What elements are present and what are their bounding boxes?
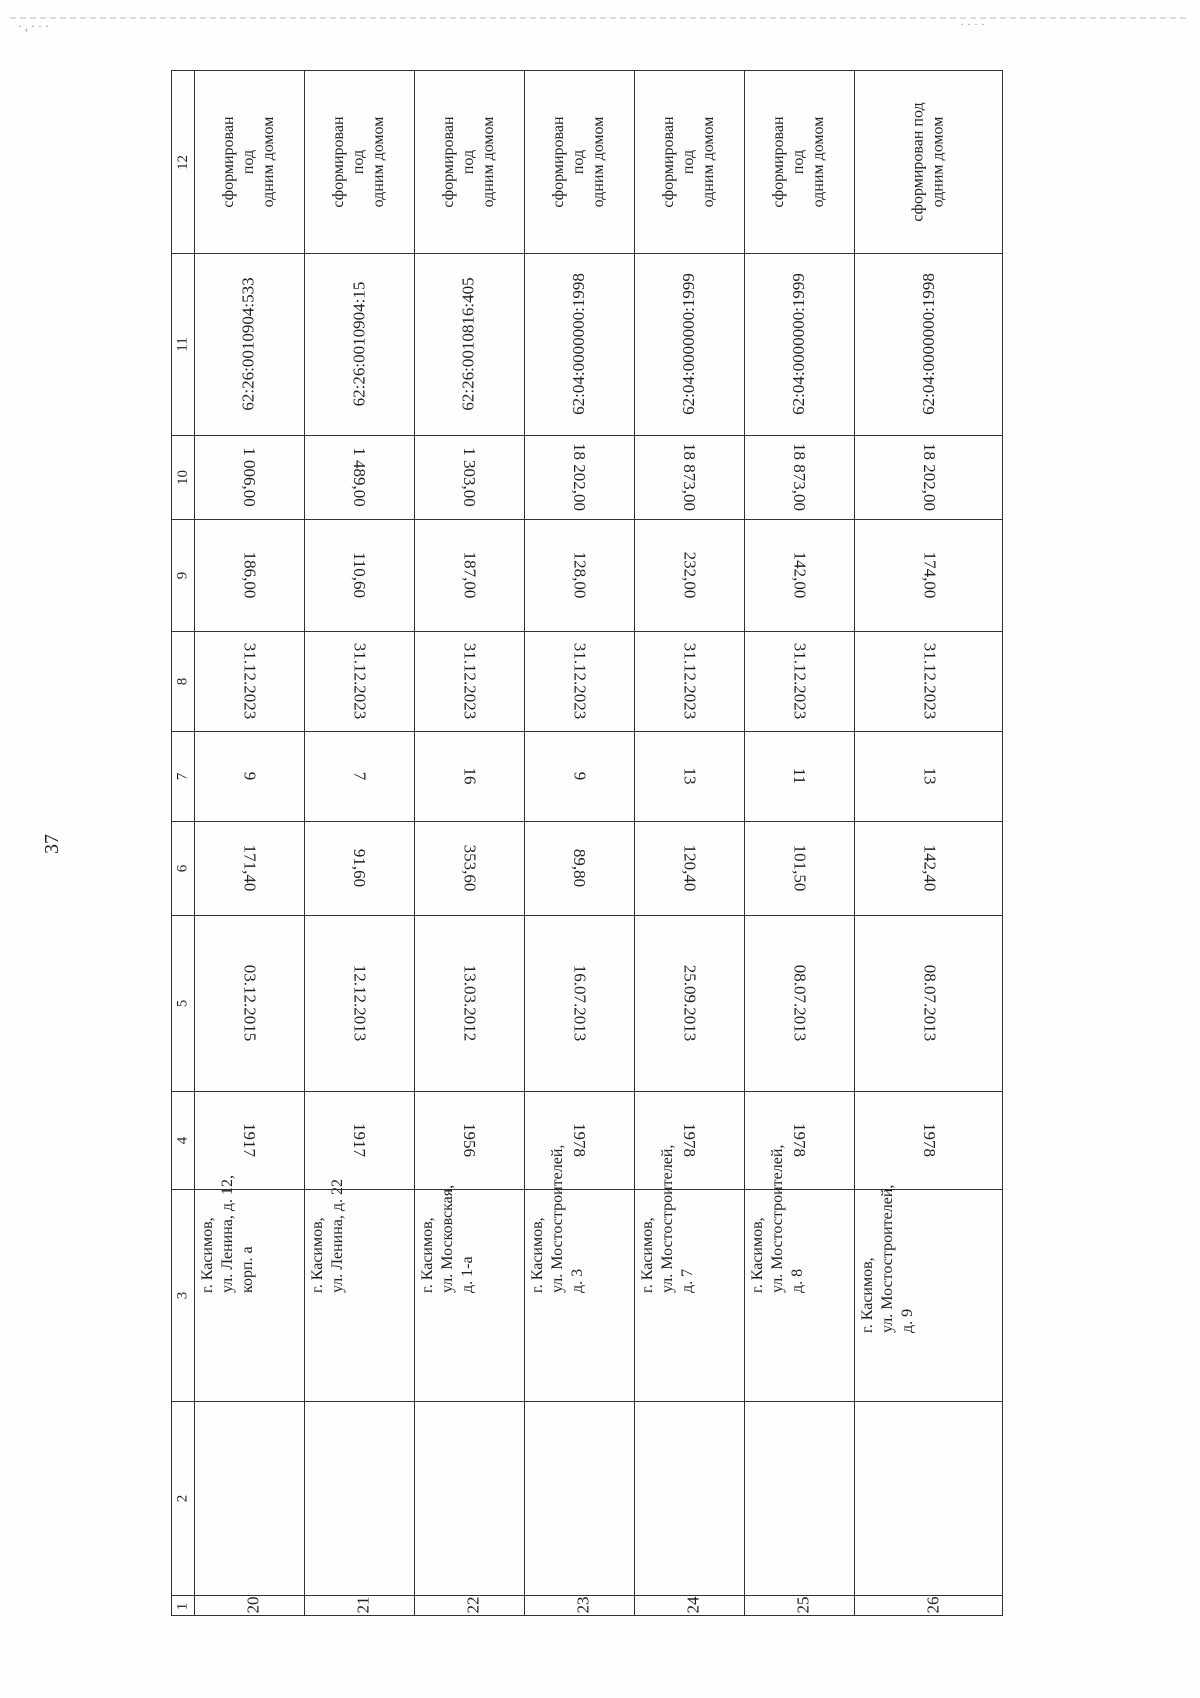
address-text: г. Касимов, ул. Мостостроителей, д. 8 [749,1144,806,1293]
year-text: 1978 [790,1123,809,1157]
cell-note [854,71,1004,253]
cell-val9 [744,519,854,631]
note-text: сформирован под одним домом [770,116,827,208]
address-text: г. Касимов, ул. Мостостроителей, д. 7 [639,1144,696,1293]
area-text: 91,60 [350,848,369,888]
end_date-text: 31.12.2023 [240,642,259,720]
cell-area [854,821,1004,915]
cadastre-text: 62:04:0000000:1998 [569,273,589,415]
cadastre-text: 62:04:0000000:1998 [918,273,938,415]
cell-val9 [194,519,304,631]
cell-area [194,821,304,915]
note-text: сформирован под одним домом [330,116,387,208]
cell-col2 [634,1401,744,1595]
cell-count [744,731,854,821]
count-text: 13 [920,767,939,785]
count-text: 7 [350,771,369,781]
cell-date [194,915,304,1091]
cell-cadastre [744,253,854,435]
cell-count [524,731,634,821]
address-text: г. Касимов, ул. Мостостроителей, д. 3 [529,1144,586,1293]
cell-n [744,1595,858,1617]
cell-date [744,915,854,1091]
cell-end_date [634,631,744,731]
year-text: 1978 [570,1123,589,1157]
date-text: 03.12.2015 [240,964,259,1042]
cell-note [194,71,304,253]
scan-noise-strip [0,0,1200,40]
cell-val10 [304,435,414,519]
cell-note [304,71,414,253]
cadastre-text: 62:26:0010904:533 [239,277,259,411]
area-text: 171,40 [240,844,259,892]
cell-end_date [744,631,854,731]
cell-area [634,821,744,915]
cell-area [414,821,524,915]
val10-text: 18 873,00 [790,443,809,511]
cell-col2 [854,1401,1004,1595]
count-text: 9 [570,771,589,781]
val10-text: 1 006,00 [240,447,259,507]
cell-val10 [744,435,854,519]
val9-text: 174,00 [920,551,939,599]
cell-area [524,821,634,915]
cell-cadastre [634,253,744,435]
column-number-4: 4 [174,1136,191,1144]
cell-cadastre [194,253,304,435]
end_date-text: 31.12.2023 [790,642,809,720]
year-text: 1978 [920,1123,939,1157]
cell-end_date [304,631,414,731]
cell-date [414,915,524,1091]
area-text: 142,40 [920,844,939,892]
cell-val10 [414,435,524,519]
date-text: 12.12.2013 [350,964,369,1042]
row-number: 22 [463,1596,482,1614]
cell-val10 [524,435,634,519]
cell-count [194,731,304,821]
val10-text: 18 873,00 [680,443,699,511]
cell-val9 [524,519,634,631]
cell-date [524,915,634,1091]
page-number: 37 [41,834,63,854]
cell-n [524,1595,638,1617]
cadastre-text: 62:04:0000000:1999 [679,273,699,415]
cadastre-text: 62:04:0000000:1999 [789,273,809,415]
date-text: 08.07.2013 [920,964,939,1042]
date-text: 25.09.2013 [680,964,699,1042]
cell-col2 [524,1401,634,1595]
note-text: сформирован под одним домом [550,116,607,208]
val10-text: 18 202,00 [920,443,939,511]
cell-end_date [524,631,634,731]
cell-n [304,1595,418,1617]
row-number: 26 [923,1596,942,1614]
area-text: 101,50 [790,844,809,892]
column-number-12: 12 [174,154,191,170]
cell-address [194,1174,304,1401]
val10-text: 1 303,00 [460,447,479,507]
area-text: 89,80 [570,848,589,888]
data-table [171,70,1003,1616]
cell-col2 [194,1401,304,1595]
count-text: 9 [240,771,259,781]
cell-address [634,1144,744,1401]
address-text: г. Касимов, ул. Ленина, д. 12, корп. а [199,1174,256,1293]
row-number: 25 [793,1596,812,1614]
cell-val9 [634,519,744,631]
cell-address [414,1184,524,1401]
date-text: 13.03.2012 [460,964,479,1042]
cell-end_date [854,631,1004,731]
cell-val9 [304,519,414,631]
count-text: 11 [790,767,809,785]
val9-text: 128,00 [570,551,589,599]
cell-date [854,915,1004,1091]
column-number-5: 5 [174,999,191,1007]
cell-val9 [414,519,524,631]
note-text: сформирован под одним домом [660,116,717,208]
end_date-text: 31.12.2023 [680,642,699,720]
cell-val10 [194,435,304,519]
cell-note [524,71,634,253]
cell-area [744,821,854,915]
cell-date [304,915,414,1091]
cell-col2 [304,1401,414,1595]
cell-note [414,71,524,253]
cell-val10 [634,435,744,519]
svg-text:· · · ·: · · · · [960,17,985,31]
cell-end_date [414,631,524,731]
year-text: 1917 [350,1123,369,1157]
cell-n [854,1595,1008,1617]
column-number-3: 3 [174,1291,191,1299]
note-text: сформирован под одним домом [440,116,497,208]
cell-address [854,1184,1004,1401]
column-number-7: 7 [174,772,191,780]
row-number: 24 [683,1596,702,1614]
end_date-text: 31.12.2023 [920,642,939,720]
end_date-text: 31.12.2023 [350,642,369,720]
cell-count [304,731,414,821]
cell-count [634,731,744,821]
cell-cadastre [304,253,414,435]
end_date-text: 31.12.2023 [460,642,479,720]
date-text: 08.07.2013 [790,964,809,1042]
count-text: 16 [460,767,479,785]
cell-address [744,1144,854,1401]
cell-cadastre [854,253,1004,435]
year-text: 1978 [680,1123,699,1157]
column-number-8: 8 [174,677,191,685]
cadastre-text: 62:26:0010816:405 [459,277,479,411]
note-text: сформирован под одним домом [220,116,277,208]
cell-end_date [194,631,304,731]
column-number-9: 9 [174,571,191,579]
column-number-11: 11 [174,336,191,352]
val9-text: 142,00 [790,551,809,599]
address-text: г. Касимов, ул. Ленина, д. 22 [309,1178,346,1293]
cell-cadastre [414,253,524,435]
column-number-1: 1 [174,1602,191,1610]
cell-note [744,71,854,253]
row-number: 21 [353,1596,372,1614]
address-text: г. Касимов, ул. Мостостроителей, д. 9 [859,1184,916,1333]
end_date-text: 31.12.2023 [570,642,589,720]
cell-address [524,1144,634,1401]
val10-text: 18 202,00 [570,443,589,511]
year-text: 1917 [240,1123,259,1157]
val9-text: 187,00 [460,551,479,599]
date-text: 16.07.2013 [570,964,589,1042]
count-text: 13 [680,767,699,785]
cadastre-text: 62:26:0010904:15 [349,281,369,407]
cell-note [634,71,744,253]
svg-text:· , · · ·: · , · · · [18,19,49,33]
cell-date [634,915,744,1091]
address-text: г. Касимов, ул. Московская, д. 1-а [419,1184,476,1293]
note-text: сформирован под одним домом [909,102,947,222]
column-number-2: 2 [174,1494,191,1502]
val9-text: 186,00 [240,551,259,599]
column-number-6: 6 [174,864,191,872]
year-text: 1956 [460,1123,479,1157]
column-number-10: 10 [174,469,191,485]
cell-val10 [854,435,1004,519]
row-number: 23 [573,1596,592,1614]
cell-n [194,1595,308,1617]
cell-cadastre [524,253,634,435]
cell-area [304,821,414,915]
cell-n [634,1595,748,1617]
cell-count [854,731,1004,821]
cell-col2 [744,1401,854,1595]
cell-n [414,1595,528,1617]
area-text: 353,60 [460,844,479,892]
val9-text: 232,00 [680,551,699,599]
cell-address [304,1178,414,1401]
cell-col2 [414,1401,524,1595]
val9-text: 110,60 [350,551,369,599]
cell-val9 [854,519,1004,631]
row-number: 20 [243,1596,262,1614]
val10-text: 1 489,00 [350,447,369,507]
cell-count [414,731,524,821]
area-text: 120,40 [680,844,699,892]
